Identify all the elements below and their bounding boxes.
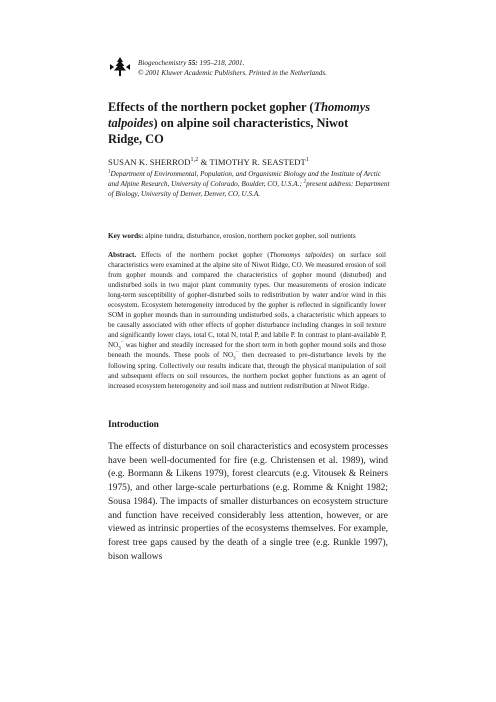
paper-title: Effects of the northern pocket gopher (Thomomys talpoides) on alpine soil characteristics, Niwot Ridge, CO: [108, 100, 371, 146]
kluwer-tree-logo-icon: [108, 56, 132, 78]
journal-citation: Biogeochemistry 55: 195–218, 2001.: [138, 59, 245, 67]
journal-header: [108, 58, 408, 78]
copyright-line: © 2001 Kluwer Academic Publishers. Printed in the Netherlands.: [138, 69, 327, 77]
abstract: Abstract. Effects of the northern pocket gopher (Thomomys talpoides) on surface soil characteristics were examined at the alpine site of Niwot Ridge, CO. We measured erosion of soil from gopher mounds and compared the characteristics of gopher mound (disturbed) and undisturbed soils in two major plant community types. Our measurements of erosion indicate long-term susceptibility of gopher-disturbed soils to redistribution by water and/or wind in this ecosystem. Ecosystem heterogeneity introduced by the gopher is reflected in significantly lower SOM in gopher mounds than in surrounding undisturbed soils, a characteristic which appears to be causally associated with other effects of gopher disturbance including changes in soil texture and significantly lower clays, total C, total N, total P, and labile P. In contrast to plant-available P, $NO_3^-$ was higher and steadily increased for the short term in both gopher mound soils and those beneath the mounds. These pools of $NO_3^-$ then decreased to pre-disturbance levels by the following spring. Collectively our results indicate that, through the physical manipulation of soil and subsequent effects on soil resources, the northern pocket gopher functions as an agent of increased ecosystem heterogeneity and soil mass and nutrient redistribution at Niwot Ridge.: [108, 251, 386, 390]
author-list: SUSAN K. SHERROD$^{1,2}$ & TIMOTHY R. SEASTEDT$^1$: [108, 157, 309, 167]
affiliations: $^1$Department of Environmental, Population, and Organismic Biology and the Institute of Arctic and Alpine Research, University of Colorado, Boulder, CO, U.S.A.; $^2$present address: Department of Biology, University of Denver, Denver, CO, U.S.A.: [108, 169, 390, 198]
keywords: Key words: alpine tundra, disturbance, erosion, northern pocket gopher, soil nutrients: [108, 232, 356, 240]
introduction-body: The effects of disturbance on soil characteristics and ecosystem processes have been well-documented for fire (e.g. Christensen et al. 1989), wind (e.g. Bormann & Likens 1979), forest clearcuts (e.g. Vitousek & Reiners 1975), and other large-scale perturbations (e.g. Romme & Knight 1982; Sousa 1984). The impacts of smaller disturbances on ecosystem structure and function have received considerably less attention, however, or are viewed as intrinsic properties of the ecosystems themselves. For example, forest tree gaps caused by the death of a single tree (e.g. Runkle 1997), bison wallows: [108, 442, 388, 562]
section-heading-introduction: Introduction: [108, 420, 159, 430]
